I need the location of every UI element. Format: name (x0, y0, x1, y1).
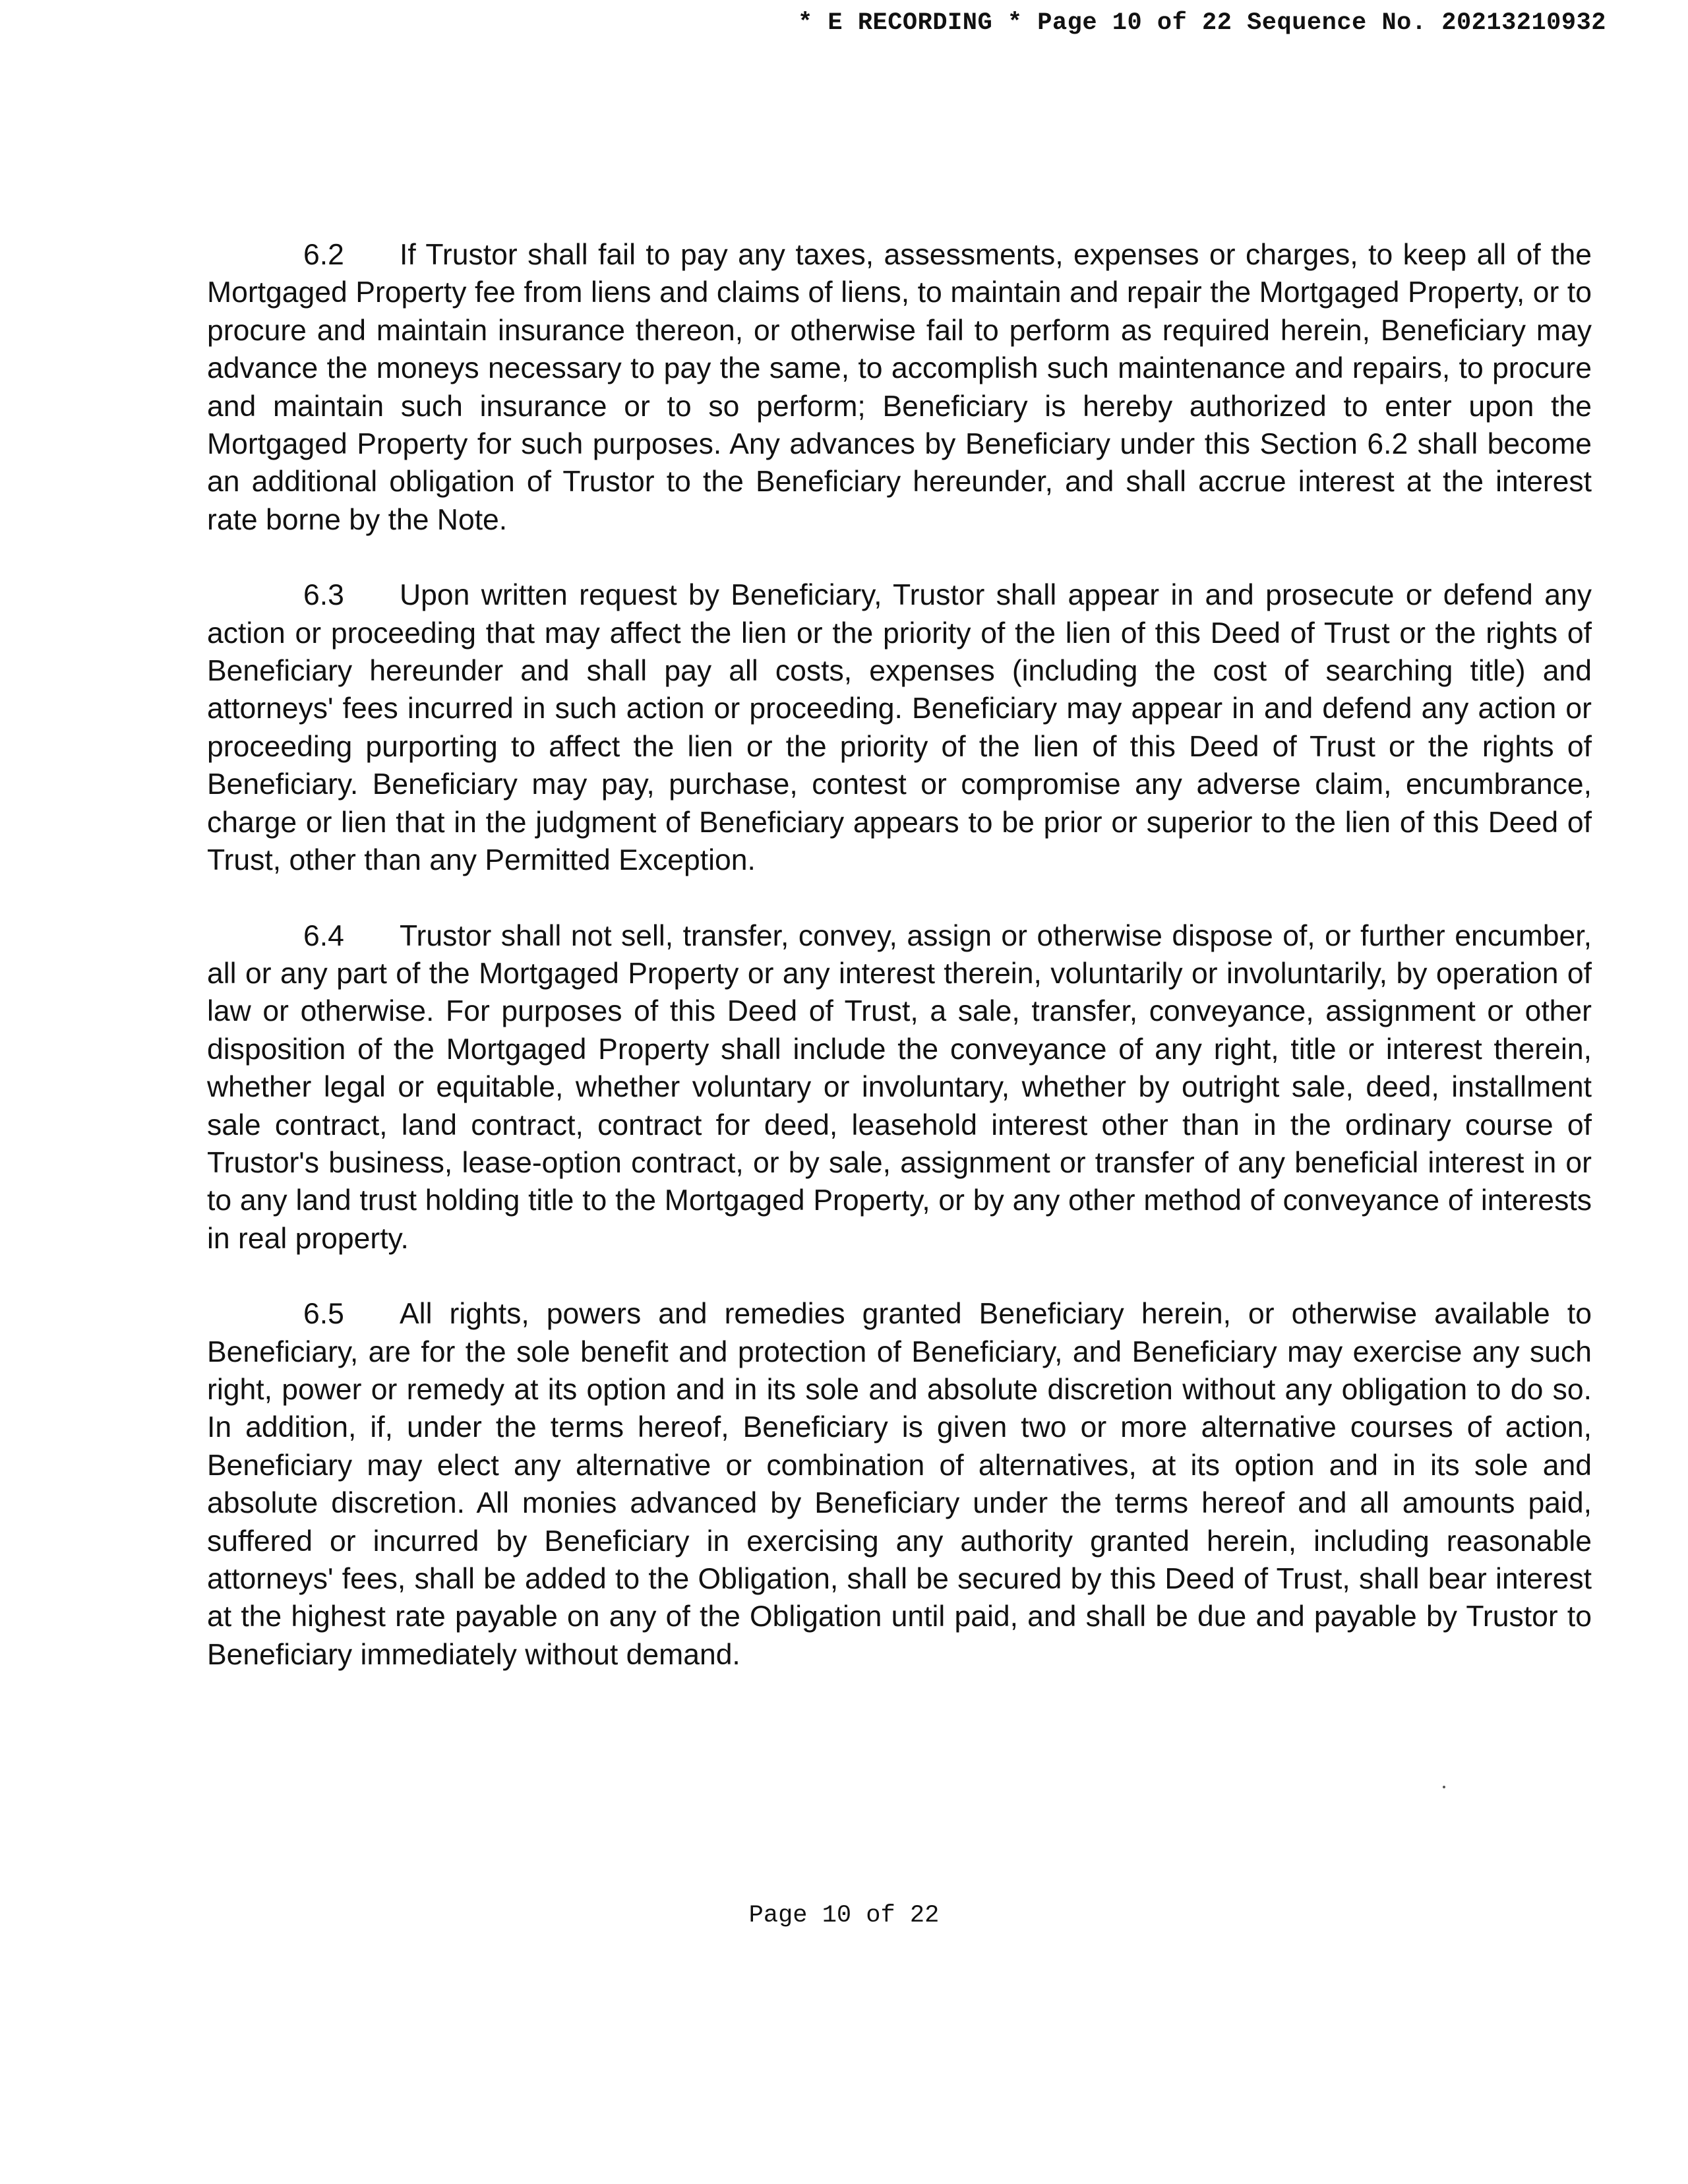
page-footer: Page 10 of 22 (748, 1902, 940, 1929)
section-text: If Trustor shall fail to pay any taxes, assessments, expenses or charges, to keep all of the Mortgaged Property fee from liens and claims of liens, to maintain and repair the Mortgaged Property, or to procure and maintain insurance thereon, or otherwise fail to perform as required herein, Beneficiary may advance the moneys necessary to pay the same, to accomplish such maintenance and repairs, to procure and maintain such insurance or to so perform; Beneficiary is hereby authorized to enter upon the Mortgaged Property for such purposes. Any advances by Beneficiary under this Section 6.2 shall become an additional obligation of Trustor to the Beneficiary hereunder, and shall accrue interest at the interest rate borne by the Note. (207, 239, 1592, 536)
section-number: 6.3 (303, 579, 344, 612)
section-text: Upon written request by Beneficiary, Trustor shall appear in and prosecute or defend any action or proceeding that may affect the lien or the priority of the lien of this Deed of Trust or the rights of Beneficiary hereunder and shall pay all costs, expenses (including the cost of searching title) and attorneys' fees incurred in such action or proceeding. Beneficiary may appear in and defend any action or proceeding purporting to affect the lien or the priority of the lien of this Deed of Trust or the rights of Beneficiary. Beneficiary may pay, purchase, contest or compromise any adverse claim, encumbrance, charge or lien that in the judgment of Beneficiary appears to be prior or superior to the lien of this Deed of Trust, other than any Permitted Exception. (207, 579, 1592, 877)
section-6-5 (207, 1295, 1592, 1674)
section-number: 6.5 (303, 1298, 344, 1331)
scan-speck (1443, 1786, 1445, 1788)
section-number: 6.4 (303, 919, 344, 952)
section-6-3 (207, 576, 1592, 879)
recording-header: * E RECORDING * Page 10 of 22 Sequence No. 20213210932 (798, 9, 1606, 37)
section-text: All rights, powers and remedies granted Beneficiary herein, or otherwise available to Beneficiary, are for the sole benefit and protection of Beneficiary, and Beneficiary may exercise any such right, power or remedy at its option and in its sole and absolute discretion without any obligation to do so. In addition, if, under the terms hereof, Beneficiary is given two or more alternative courses of action, Beneficiary may elect any alternative or combination of alternatives, at its option and in its sole and absolute discretion. All monies advanced by Beneficiary under the terms hereof and all amounts paid, suffered or incurred by Beneficiary in exercising any authority granted herein, including reasonable attorneys' fees, shall be added to the Obligation, shall be secured by this Deed of Trust, shall bear interest at the highest rate payable on any of the Obligation until paid, and shall be due and payable by Trustor to Beneficiary immediately without demand. (207, 1298, 1592, 1671)
section-number: 6.2 (303, 239, 344, 271)
section-text: Trustor shall not sell, transfer, convey, assign or otherwise dispose of, or further encumber, all or any part of the Mortgaged Property or any interest therein, voluntarily or involuntarily, by operation of law or otherwise. For purposes of this Deed of Trust, a sale, transfer, conveyance, assignment or other disposition of the Mortgaged Property shall include the conveyance of any right, title or interest therein, whether legal or equitable, whether voluntary or involuntary, whether by outright sale, deed, installment sale contract, land contract, contract for deed, leasehold interest other than in the ordinary course of Trustor's business, lease-option contract, or by sale, assignment or transfer of any beneficial interest in or to any land trust holding title to the Mortgaged Property, or by any other method of conveyance of interests in real property. (207, 919, 1592, 1255)
document-body (207, 236, 1592, 1711)
section-6-2 (207, 236, 1592, 539)
section-6-4 (207, 917, 1592, 1258)
